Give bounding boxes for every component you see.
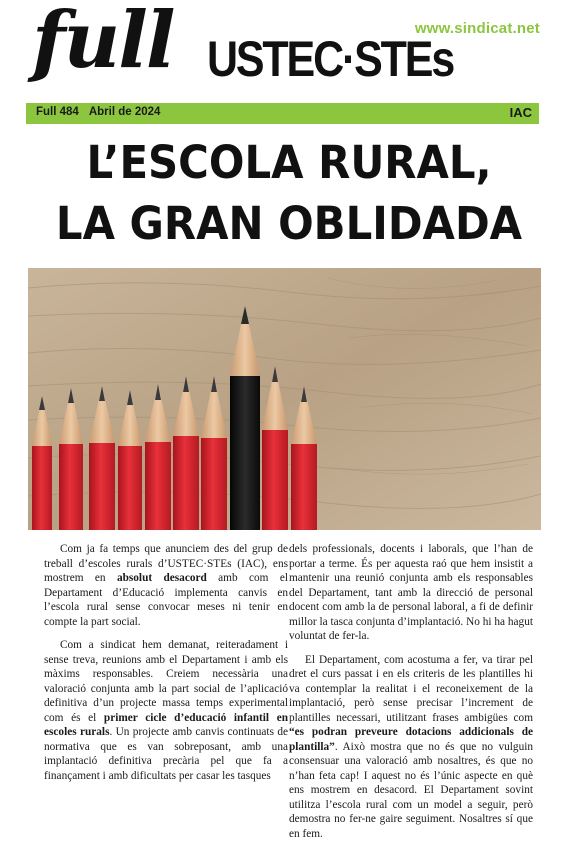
p3-text-a: El Departament, com acostuma a fer, va tirar pel dret el curs passat i en els criteris de les plantilles hi va contemplar la realitat i el reconeixement de la implantació, però sense precisar l’increment de plantilles necessari, utilitzant frases ambigües com: [289, 653, 533, 724]
p1-bold: absolut desacord: [116, 572, 207, 584]
p2-text-c: . Un projecte amb canvis continuats de normativa que es van sobreposant, amb una implantació definitiva precària pel que fa a finançament i amb dificultats per casar les tasques: [44, 726, 288, 782]
article-column-right: [289, 542, 533, 850]
p3-bold: “es podran preveure dotacions addicionals de plantilla”: [289, 726, 533, 753]
website-link[interactable]: www.sindicat.net: [414, 20, 540, 37]
article-column-left: [44, 542, 288, 792]
masthead: [0, 0, 566, 105]
issue-date: Abril de 2024: [88, 106, 161, 118]
p2-bold: primer cicle d’educació infantil en escoles rurals: [44, 711, 288, 738]
p3-text-c: . Això mostra que no és que no vulguin consensuar una valoració amb nosaltres, és que no n’han feta cap! I aquest no és l’únic aspecte en què ens mostrem en desacord. El Departament sovint utilitza l’escola rural com un model a seguir, però demostra no fer-ne gaire seguiment. Nosaltres sí que en fem.: [289, 740, 533, 840]
organization-label: IAC: [509, 105, 532, 120]
article-paragraph-2: [44, 638, 288, 783]
red-pencils-one-black-pencil-image: [28, 268, 541, 530]
issue-info: [36, 106, 160, 118]
article-paragraph-2-continued: dels professionals, docents i laborals, que l’han de portar a terme. És per aquesta raó que hem insistit a mantenir una reunió conjunta amb els responsables del Departament, tant amb la direcció de personal docent com amb la de personal laboral, a fi de definir millor la tasca conjunta d’implantació. No hi ha hagut voluntat de fer-la.: [289, 543, 533, 642]
brand-full-logo: full: [32, 0, 174, 86]
p1-text-a: Com ja fa temps que anunciem des del grup de treball d’escoles rurals d’USTEC·STEs (IAC), ens mostrem en: [44, 543, 288, 584]
article-paragraph-3: [289, 653, 533, 842]
p2-text-a: Com a sindicat hem demanat, reiteradament i sense treva, reunions amb el Departament i amb els màxims responsables. Creiem necessària una valoració conjunta amb la part social de l’aplicació definitiva d’un projecte massa temps experimental com és el: [44, 639, 288, 724]
issue-number: Full 484: [36, 106, 79, 118]
article-paragraph-1: [44, 542, 288, 629]
headline-line-1: L’ESCOLA RURAL,: [86, 136, 492, 189]
headline-line-2: LA GRAN OBLIDADA: [55, 197, 523, 250]
brand-name-logo: USTEC·STEs: [207, 31, 454, 87]
p1-text-c: amb com el Departament d’Educació implementa canvis en l’escola rural sense convocar meses ni tenir en compte la part social.: [44, 572, 288, 628]
headline: [43, 132, 536, 254]
